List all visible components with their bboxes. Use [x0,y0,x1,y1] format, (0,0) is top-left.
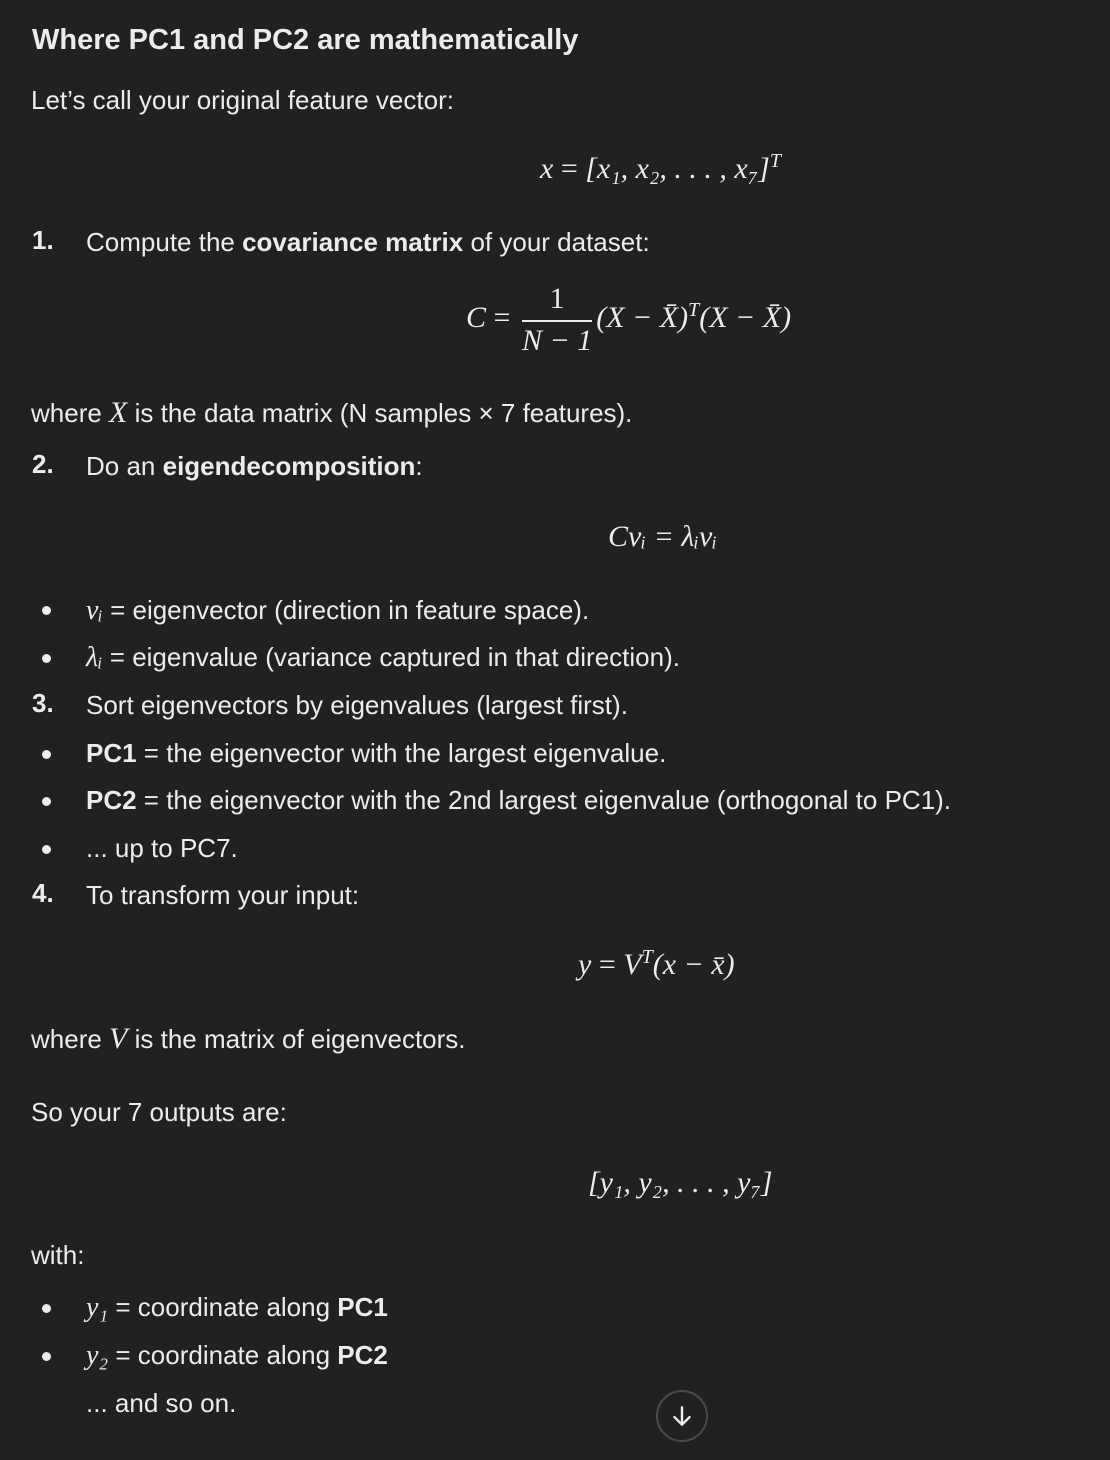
section-heading: Where PC1 and PC2 are mathematically [32,24,579,56]
bullet-eigenvector-var: vᵢ [86,595,103,626]
step-1-text [86,225,650,259]
eq-y-v: V [623,948,642,981]
bullet-eigenvalue [86,640,680,675]
step-1-number: 1. [32,225,54,255]
step-2-bold: eigendecomposition [162,451,416,481]
where-x-var: X [109,396,128,429]
bullet-y2 [86,1338,388,1373]
bullet-dot [42,750,51,759]
step-1-bold: covariance matrix [242,227,464,257]
bullet-pc2-bold: PC2 [86,785,137,815]
eq-x-lhs: x [540,152,554,185]
outputs-intro: So your 7 outputs are: [31,1097,287,1127]
equation-outputs: [y₁, y₂, . . . , y₇] [588,1166,773,1199]
eq-cov-body: (X − X̄) [596,300,689,334]
bullet-dot [42,1352,51,1361]
bullet-dot [42,845,51,854]
equation-feature-vector [540,150,781,186]
bullet-pc1-text: = the eigenvector with the largest eigenvalue. [136,738,667,768]
step-1-pre: Compute the [86,227,243,257]
bullet-y2-var: y₂ [86,1340,109,1371]
step-4-number: 4. [32,878,54,908]
step-2-post: : [415,451,423,481]
eq-x-equals: = [560,152,578,185]
bullet-dot [42,1304,51,1313]
bullet-pc2 [86,783,951,817]
bullet-dot [42,606,51,615]
step-4-text: To transform your input: [86,880,360,910]
where-x-text [31,396,632,430]
bullet-dot [42,654,51,663]
step-2-pre: Do an [86,451,163,481]
eq-x-sup: T [769,150,781,172]
eq-y-tail: (x − x̄) [652,948,735,981]
bullet-pc1 [86,736,666,770]
eq-x-body: [x₁, x₂, . . . , x₇] [585,152,770,185]
eq-cov-denominator: N − 1 [521,324,593,357]
bullet-pc7-text: ... up to PC7. [86,833,238,863]
where-v-post: is the matrix of eigenvectors. [127,1024,466,1054]
eq-cov-numerator: 1 [522,282,592,322]
where-x-post: is the data matrix (N samples × 7 features). [127,398,633,428]
bullet-y1 [86,1290,388,1325]
eq-cov-sup: T [688,298,700,321]
eq-y-lhs: y [578,948,592,981]
scroll-down-button[interactable] [656,1390,708,1442]
step-1-post: of your dataset: [463,227,650,257]
arrow-down-icon [669,1403,695,1429]
with-label: with: [31,1240,85,1270]
bullet-eigenvalue-var: λᵢ [86,642,103,673]
bullet-y2-bold: PC2 [337,1340,388,1370]
bullet-dot [42,797,51,806]
step-3-text: Sort eigenvectors by eigenvalues (largest first). [86,690,628,720]
step-2-number: 2. [32,449,54,479]
where-x-pre: where [31,398,110,428]
eq-cov-lhs: C [466,300,487,334]
step-2-text [86,449,423,483]
intro-text: Let’s call your original feature vector: [31,85,454,115]
bullet-y1-var: y₁ [86,1292,109,1323]
equation-eigen: Cvᵢ = λᵢvᵢ [608,520,718,553]
bullet-y2-text: = coordinate along [108,1340,338,1370]
eq-cov-fraction [522,282,592,358]
step-3-number: 3. [32,688,54,718]
where-v-var: V [109,1022,128,1055]
eq-cov-tail: (X − X̄) [699,300,792,334]
bullet-y1-text: = coordinate along [108,1292,338,1322]
bullet-eigenvalue-text: = eigenvalue (variance captured in that direction). [102,642,680,672]
where-v-pre: where [31,1024,110,1054]
eq-cov-equals: = [493,300,511,334]
equation-transform [578,946,735,982]
bullet-pc2-text: = the eigenvector with the 2nd largest eigenvalue (orthogonal to PC1). [136,785,952,815]
bullet-y1-bold: PC1 [337,1292,388,1322]
eq-y-sup: T [641,946,653,968]
bullet-eigenvector-text: = eigenvector (direction in feature space). [102,595,590,625]
and-so-on-text: ... and so on. [86,1388,237,1418]
bullet-pc1-bold: PC1 [86,738,137,768]
eq-y-equals: = [598,948,616,981]
equation-covariance [466,282,791,358]
bullet-pc7 [86,831,238,865]
bullet-eigenvector [86,593,589,628]
where-v-text [31,1022,466,1056]
